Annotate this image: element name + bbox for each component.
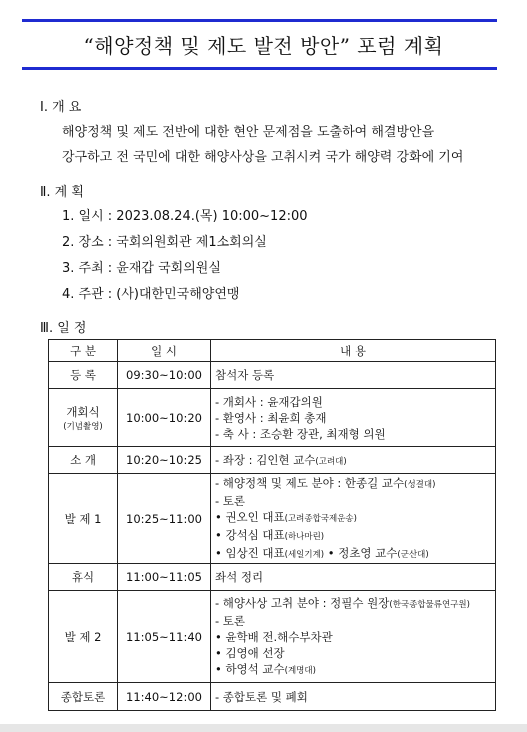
row-section — [49, 389, 118, 447]
content-line — [215, 509, 491, 527]
content-line — [215, 661, 491, 679]
content-line — [215, 493, 491, 509]
content-main: • 윤학배 전.해수부차관 — [215, 629, 333, 644]
table-row — [49, 447, 496, 474]
table-header-row — [49, 340, 496, 362]
section-plan-heading: Ⅱ. 계 획 — [40, 185, 84, 200]
content-main: • 임상진 대표 — [215, 545, 285, 560]
content-main: - 좌장 : 김인현 교수 — [215, 453, 316, 467]
title-rule-bottom — [22, 67, 497, 70]
content-affiliation: (고려대) — [315, 457, 347, 467]
content-affiliation: (한국종합물류연구원) — [389, 599, 470, 610]
plan-item-place: 2. 장소 : 국회의원회관 제1소회의실 — [62, 235, 267, 250]
row-section-sublabel: (기념촬영) — [63, 421, 103, 432]
row-content — [211, 474, 496, 564]
row-section: 등 록 — [49, 362, 118, 389]
row-content — [211, 447, 496, 474]
plan-item-organizer: 4. 주관 : (사)대한민국해양연맹 — [62, 287, 240, 302]
content-main: • 정초영 교수 — [324, 545, 398, 560]
row-time: 10:20~10:25 — [118, 447, 211, 474]
row-time: 10:00~10:20 — [118, 389, 211, 447]
row-time: 11:40~12:00 — [118, 683, 211, 711]
overview-line-1: 해양정책 및 제도 전반에 대한 현안 문제점을 도출하여 해결방안을 — [62, 125, 435, 140]
content-main: • 강석심 대표 — [215, 527, 285, 542]
content-affiliation: (계명대) — [284, 665, 316, 676]
row-section: 휴식 — [49, 564, 118, 591]
row-content: - 종합토론 및 폐회 — [211, 683, 496, 711]
plan-item-date: 1. 일시 : 2023.08.24.(목) 10:00~12:00 — [62, 209, 308, 224]
page-title: “해양정책 및 제도 발전 방안” 포럼 계획 — [83, 34, 444, 58]
row-time: 09:30~10:00 — [118, 362, 211, 389]
content-line: - 개회사 : 윤재갑의원 — [215, 394, 323, 409]
table-row — [49, 389, 496, 447]
content-main: - 토론 — [215, 493, 246, 508]
content-line: - 축 사 : 조승환 장관, 최재형 의원 — [215, 426, 386, 441]
content-main: - 토론 — [215, 613, 246, 628]
column-header-section: 구 분 — [49, 340, 118, 362]
row-time: 11:05~11:40 — [118, 591, 211, 683]
section-schedule-heading: Ⅲ. 일 정 — [40, 321, 87, 336]
content-affiliation: (성결대) — [404, 479, 436, 490]
row-section: 종합토론 — [49, 683, 118, 711]
content-affiliation: (세일기계) — [284, 549, 325, 560]
table-row — [49, 474, 496, 564]
column-header-content: 내 용 — [211, 340, 496, 362]
row-content: 좌석 정리 — [211, 564, 496, 591]
page-bottom-divider — [0, 724, 527, 732]
row-section: 발 제 1 — [49, 474, 118, 564]
row-content — [211, 591, 496, 683]
content-affiliation: (고려종합국제운송) — [284, 513, 357, 524]
row-section: 소 개 — [49, 447, 118, 474]
content-main: • 하영석 교수 — [215, 661, 285, 676]
table-row — [49, 564, 496, 591]
row-section-label: 개회식 — [66, 404, 100, 419]
content-line — [215, 613, 491, 629]
content-main: - 해양사상 고취 분야 : 정필수 원장 — [215, 595, 390, 610]
content-affiliation: (군산대) — [397, 549, 429, 560]
row-section: 발 제 2 — [49, 591, 118, 683]
row-content — [211, 389, 496, 447]
row-time: 11:00~11:05 — [118, 564, 211, 591]
content-main: - 해양정책 및 제도 분야 : 한종길 교수 — [215, 475, 405, 490]
content-line — [215, 527, 491, 545]
table-row — [49, 591, 496, 683]
content-main: • 권오인 대표 — [215, 509, 285, 524]
content-affiliation: (하나마린) — [284, 531, 325, 542]
section-overview-heading: Ⅰ. 개 요 — [40, 100, 82, 115]
plan-item-host: 3. 주최 : 윤재갑 국회의원실 — [62, 261, 221, 276]
content-line — [215, 475, 491, 493]
title-rule-top — [22, 19, 497, 22]
content-line — [215, 629, 491, 645]
content-line: - 환영사 : 최윤희 총재 — [215, 410, 327, 425]
content-line — [215, 595, 491, 613]
schedule-table — [48, 339, 496, 711]
content-line — [215, 545, 491, 563]
content-line — [215, 645, 491, 661]
table-row — [49, 362, 496, 389]
content-main: • 김영애 선장 — [215, 645, 285, 660]
row-content: 참석자 등록 — [211, 362, 496, 389]
overview-line-2: 강구하고 전 국민에 대한 해양사상을 고취시켜 국가 해양력 강화에 기여 — [62, 150, 464, 165]
column-header-time: 일 시 — [118, 340, 211, 362]
table-row — [49, 683, 496, 711]
row-time: 10:25~11:00 — [118, 474, 211, 564]
